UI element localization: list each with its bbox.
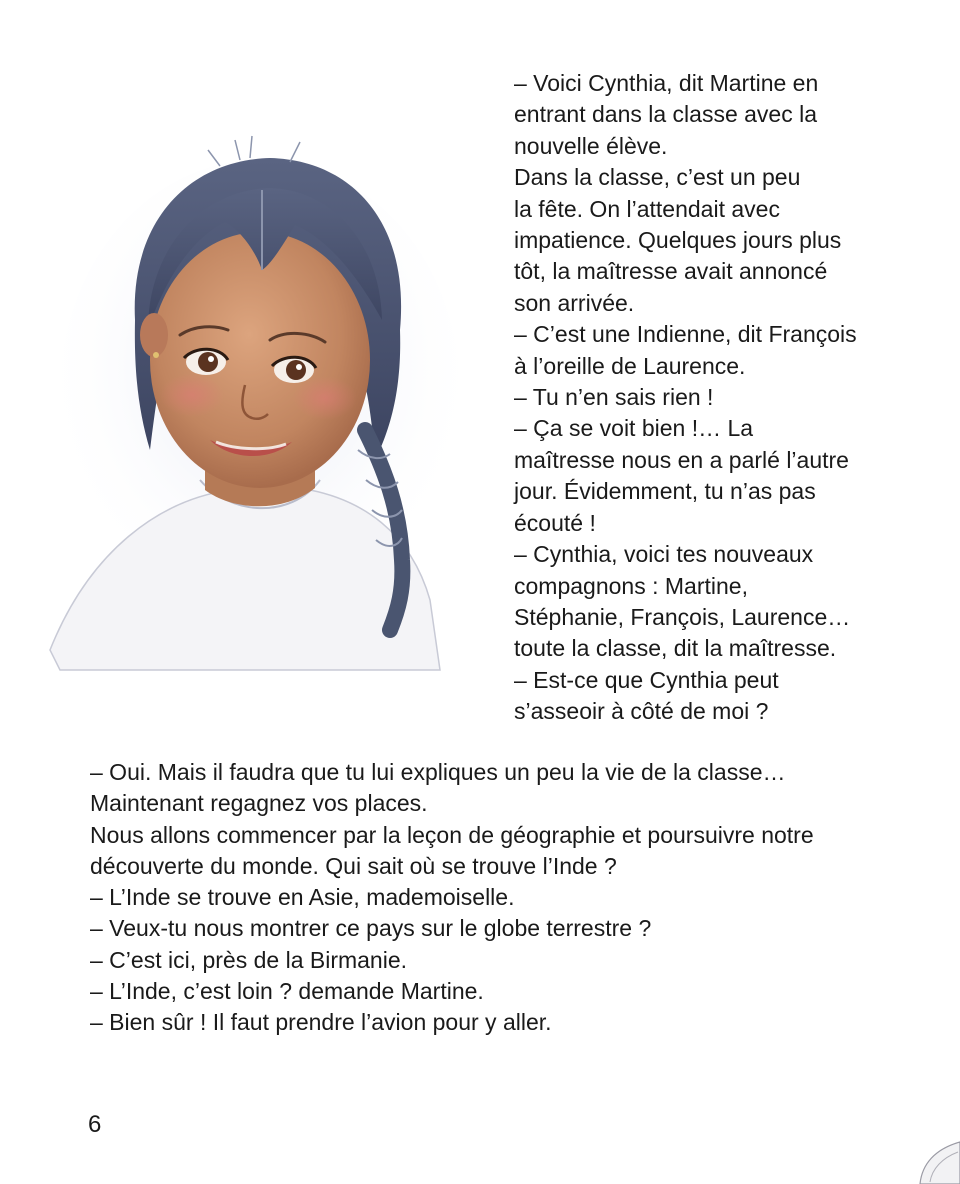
- text-line: à l’oreille de Laurence.: [514, 352, 746, 379]
- text-line: compagnons : Martine,: [514, 572, 748, 599]
- right-column-text: [514, 68, 954, 728]
- text-line: maîtresse nous en a parlé l’autre: [514, 446, 849, 473]
- text-line: – Voici Cynthia, dit Martine en: [514, 70, 819, 96]
- text-line: – L’Inde, c’est loin ? demande Martine.: [90, 978, 484, 1005]
- text-line: – C’est une Indienne, dit François: [514, 321, 857, 348]
- full-width-text: [90, 757, 930, 1039]
- text-line: – Oui. Mais il faudra que tu lui expliques un peu la vie de la classe…: [90, 759, 786, 785]
- text-line: découverte du monde. Qui sait où se trouve l’Inde ?: [90, 852, 617, 879]
- text-line: – C’est ici, près de la Birmanie.: [90, 946, 408, 973]
- text-line: nouvelle élève.: [514, 132, 668, 159]
- text-line: Maintenant regagnez vos places.: [90, 790, 428, 817]
- text-line: tôt, la maîtresse avait annoncé: [514, 258, 828, 285]
- text-line: – Veux-tu nous montrer ce pays sur le globe terrestre ?: [90, 915, 652, 942]
- text-line: – Bien sûr ! Il faut prendre l’avion pour y aller.: [90, 1009, 552, 1036]
- page-number: 6: [88, 1111, 102, 1138]
- text-line: s’asseoir à côté de moi ?: [514, 698, 769, 725]
- corner-sketch-fragment: [900, 1124, 960, 1184]
- text-line: entrant dans la classe avec la: [514, 101, 818, 128]
- text-line: – L’Inde se trouve en Asie, mademoiselle.: [90, 884, 515, 911]
- text-line: Stéphanie, François, Laurence…: [514, 603, 851, 630]
- girl-portrait-illustration: [30, 130, 470, 690]
- text-line: Dans la classe, c’est un peu: [514, 164, 801, 191]
- text-line: Nous allons commencer par la leçon de géographie et poursuivre notre: [90, 821, 814, 848]
- text-line: toute la classe, dit la maîtresse.: [514, 635, 837, 662]
- text-line: écouté !: [514, 509, 596, 536]
- text-line: – Est-ce que Cynthia peut: [514, 666, 779, 693]
- text-line: – Cynthia, voici tes nouveaux: [514, 541, 814, 568]
- text-line: impatience. Quelques jours plus: [514, 227, 842, 254]
- text-line: – Ça se voit bien !… La: [514, 415, 754, 442]
- text-line: jour. Évidemment, tu n’as pas: [514, 478, 816, 505]
- text-line: son arrivée.: [514, 289, 635, 316]
- text-line: la fête. On l’attendait avec: [514, 195, 780, 222]
- text-line: – Tu n’en sais rien !: [514, 384, 714, 411]
